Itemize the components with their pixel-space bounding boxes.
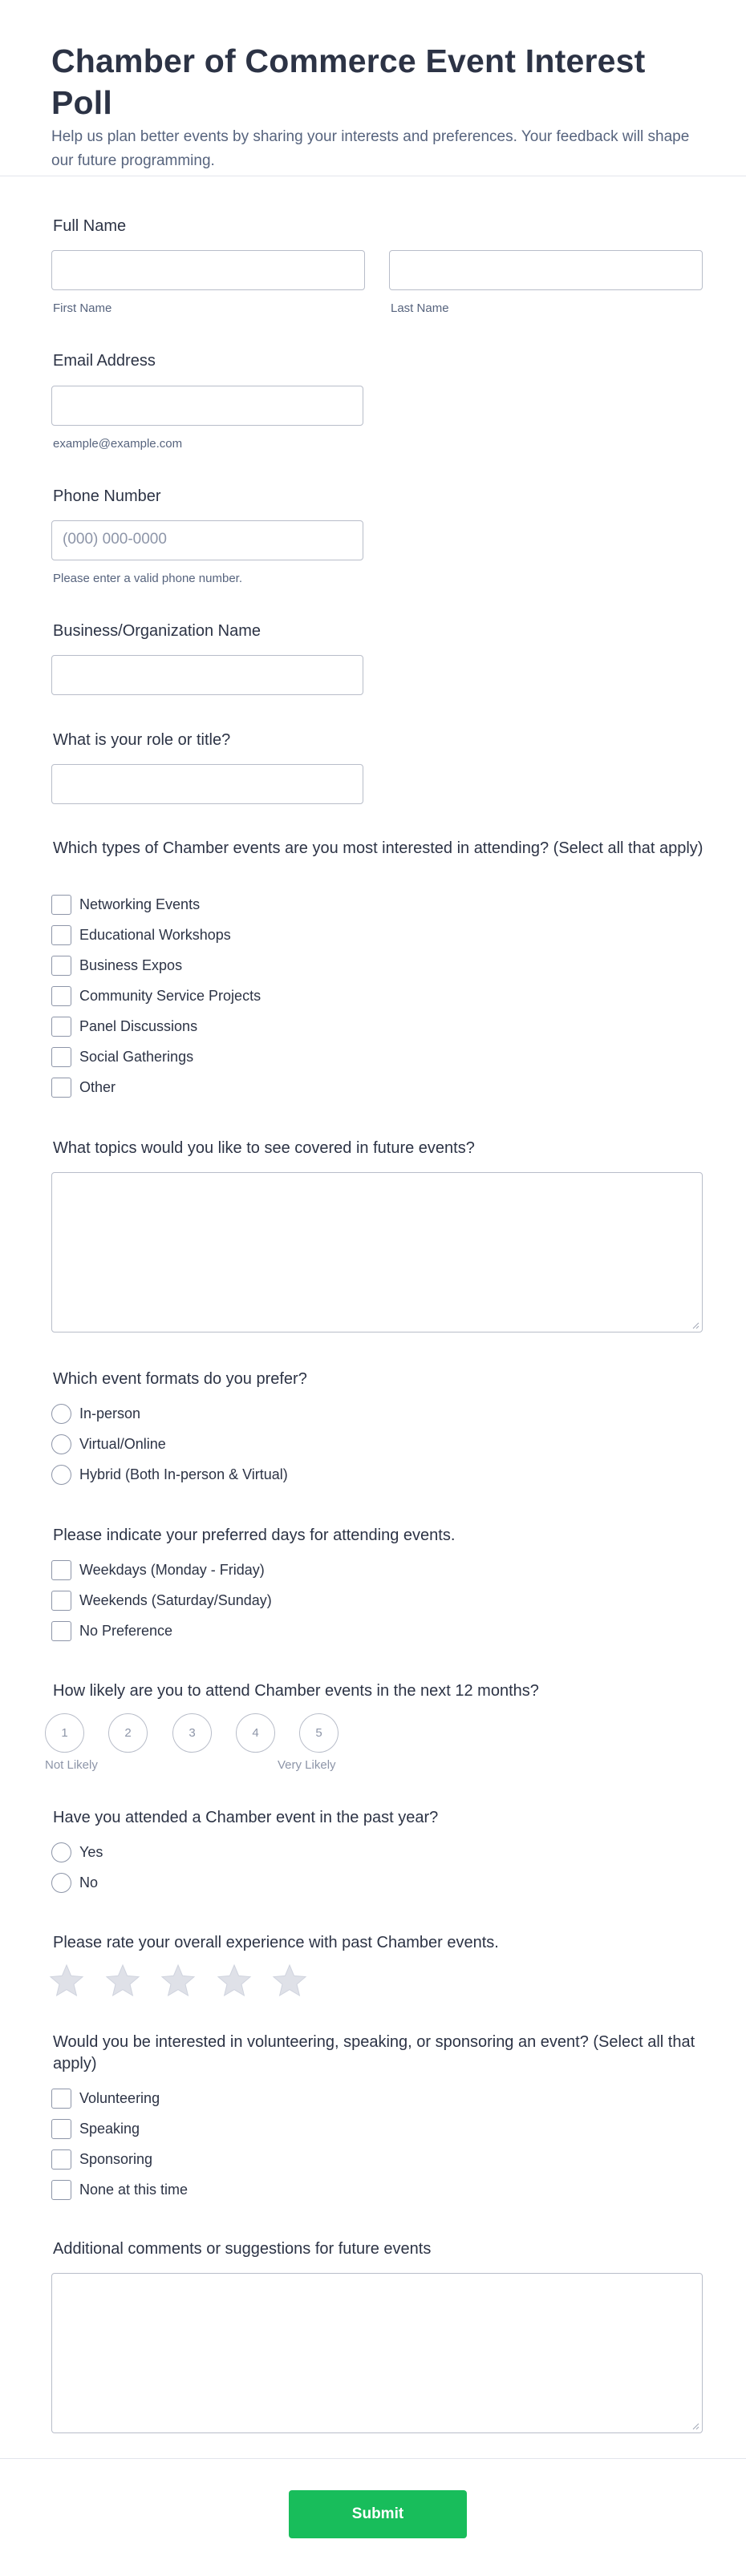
checkbox[interactable] [51, 986, 71, 1006]
role-label: What is your role or title? [53, 731, 231, 749]
option-label: Community Service Projects [79, 987, 262, 1004]
involvement-option[interactable] [51, 2148, 152, 2170]
star-icon[interactable] [49, 1963, 84, 1997]
event-type-option[interactable] [51, 1015, 197, 1037]
scale-high-label: Very Likely [278, 1758, 336, 1772]
checkbox[interactable] [51, 1017, 71, 1037]
radio-button[interactable] [51, 1404, 71, 1424]
scale-option-1[interactable]: 1 [45, 1713, 84, 1753]
involvement-option[interactable] [51, 2178, 188, 2201]
checkbox[interactable] [51, 2119, 71, 2139]
star-icon[interactable] [217, 1963, 252, 1997]
radio-button[interactable] [51, 1842, 71, 1862]
checkbox[interactable] [51, 895, 71, 915]
scale-option-4[interactable]: 4 [236, 1713, 275, 1753]
phone-input[interactable] [51, 520, 363, 560]
option-label: Social Gatherings [79, 1048, 194, 1065]
option-label: Sponsoring [79, 2150, 153, 2167]
format-option[interactable] [51, 1433, 166, 1455]
option-label: No Preference [79, 1622, 173, 1639]
event-type-option[interactable] [51, 985, 261, 1007]
option-label: Weekends (Saturday/Sunday) [79, 1591, 272, 1608]
option-label: Business Expos [79, 956, 183, 973]
option-label: Networking Events [79, 896, 201, 912]
business-label: Business/Organization Name [53, 622, 262, 640]
format-option[interactable] [51, 1402, 140, 1425]
phone-placeholder: (000) 000-0000 [63, 531, 167, 548]
scale-option-2[interactable]: 2 [108, 1713, 148, 1753]
option-label: Yes [79, 1843, 103, 1860]
involvement-option[interactable] [51, 2117, 140, 2140]
scale-option-5[interactable]: 5 [299, 1713, 339, 1753]
business-input[interactable] [51, 655, 363, 695]
checkbox[interactable] [51, 1078, 71, 1098]
form-header [0, 0, 746, 176]
format-option[interactable] [51, 1463, 288, 1486]
checkbox[interactable] [51, 1560, 71, 1580]
day-option[interactable] [51, 1559, 265, 1581]
checkbox[interactable] [51, 1621, 71, 1641]
resize-handle-icon[interactable] [692, 1322, 699, 1329]
event-type-option[interactable] [51, 954, 182, 977]
checkbox[interactable] [51, 925, 71, 945]
event-types-label: Which types of Chamber events are you most interested in attending? (Select all that apply) [53, 839, 703, 857]
email-sublabel: example@example.com [53, 437, 183, 451]
checkbox[interactable] [51, 1047, 71, 1067]
involvement-label: Would you be interested in volunteering, speaking, or sponsoring an event? (Select all that apply) [53, 2033, 695, 2073]
checkbox[interactable] [51, 2089, 71, 2109]
first-name-sublabel: First Name [53, 301, 112, 315]
form-footer [0, 2458, 746, 2576]
option-label: No [79, 1874, 99, 1891]
radio-button[interactable] [51, 1465, 71, 1485]
involvement-option[interactable] [51, 2087, 160, 2109]
event-type-option[interactable] [51, 893, 200, 916]
role-input[interactable] [51, 764, 363, 804]
email-label: Email Address [53, 352, 156, 370]
topics-label: What topics would you like to see covered in future events? [53, 1139, 475, 1157]
form-description: Help us plan better events by sharing your interests and preferences. Your feedback will shape our future programming. [51, 128, 690, 169]
option-label: Volunteering [79, 2089, 160, 2106]
star-icon[interactable] [160, 1963, 196, 1997]
day-option[interactable] [51, 1589, 272, 1612]
formats-label: Which event formats do you prefer? [53, 1370, 307, 1388]
option-label: None at this time [79, 2181, 189, 2198]
phone-label: Phone Number [53, 487, 161, 505]
star-icon[interactable] [272, 1963, 307, 1997]
checkbox[interactable] [51, 2180, 71, 2200]
last-name-sublabel: Last Name [391, 301, 449, 315]
option-label: Educational Workshops [79, 926, 231, 943]
day-option[interactable] [51, 1620, 172, 1642]
full-name-label: Full Name [53, 217, 127, 235]
radio-button[interactable] [51, 1873, 71, 1893]
option-label: Virtual/Online [79, 1435, 166, 1452]
submit-button[interactable]: Submit [289, 2490, 467, 2538]
event-type-option[interactable] [51, 924, 231, 946]
attended-option[interactable] [51, 1871, 98, 1894]
option-label: Panel Discussions [79, 1017, 198, 1034]
attended-option[interactable] [51, 1841, 103, 1863]
checkbox[interactable] [51, 956, 71, 976]
phone-sublabel: Please enter a valid phone number. [53, 572, 242, 585]
scale-low-label: Not Likely [45, 1758, 98, 1772]
event-type-option[interactable] [51, 1045, 193, 1068]
likelihood-label: How likely are you to attend Chamber events in the next 12 months? [53, 1682, 539, 1700]
option-label: In-person [79, 1405, 141, 1421]
email-input[interactable] [51, 386, 363, 426]
checkbox[interactable] [51, 1591, 71, 1611]
option-label: Hybrid (Both In-person & Virtual) [79, 1466, 288, 1482]
rating-label: Please rate your overall experience with past Chamber events. [53, 1934, 499, 1951]
checkbox[interactable] [51, 2149, 71, 2170]
scale-option-3[interactable]: 3 [172, 1713, 212, 1753]
star-icon[interactable] [105, 1963, 140, 1997]
topics-textarea[interactable] [51, 1172, 703, 1332]
comments-textarea[interactable] [51, 2273, 703, 2433]
option-label: Speaking [79, 2120, 140, 2137]
radio-button[interactable] [51, 1434, 71, 1454]
option-label: Other [79, 1078, 116, 1095]
attended-label: Have you attended a Chamber event in the past year? [53, 1809, 439, 1826]
form-title: Chamber of Commerce Event Interest Poll [51, 42, 646, 121]
resize-handle-icon[interactable] [692, 2423, 699, 2430]
days-label: Please indicate your preferred days for attending events. [53, 1527, 456, 1544]
event-type-option[interactable] [51, 1076, 116, 1098]
last-name-input[interactable] [389, 250, 703, 290]
first-name-input[interactable] [51, 250, 365, 290]
comments-label: Additional comments or suggestions for future events [53, 2240, 432, 2258]
option-label: Weekdays (Monday - Friday) [79, 1561, 265, 1578]
